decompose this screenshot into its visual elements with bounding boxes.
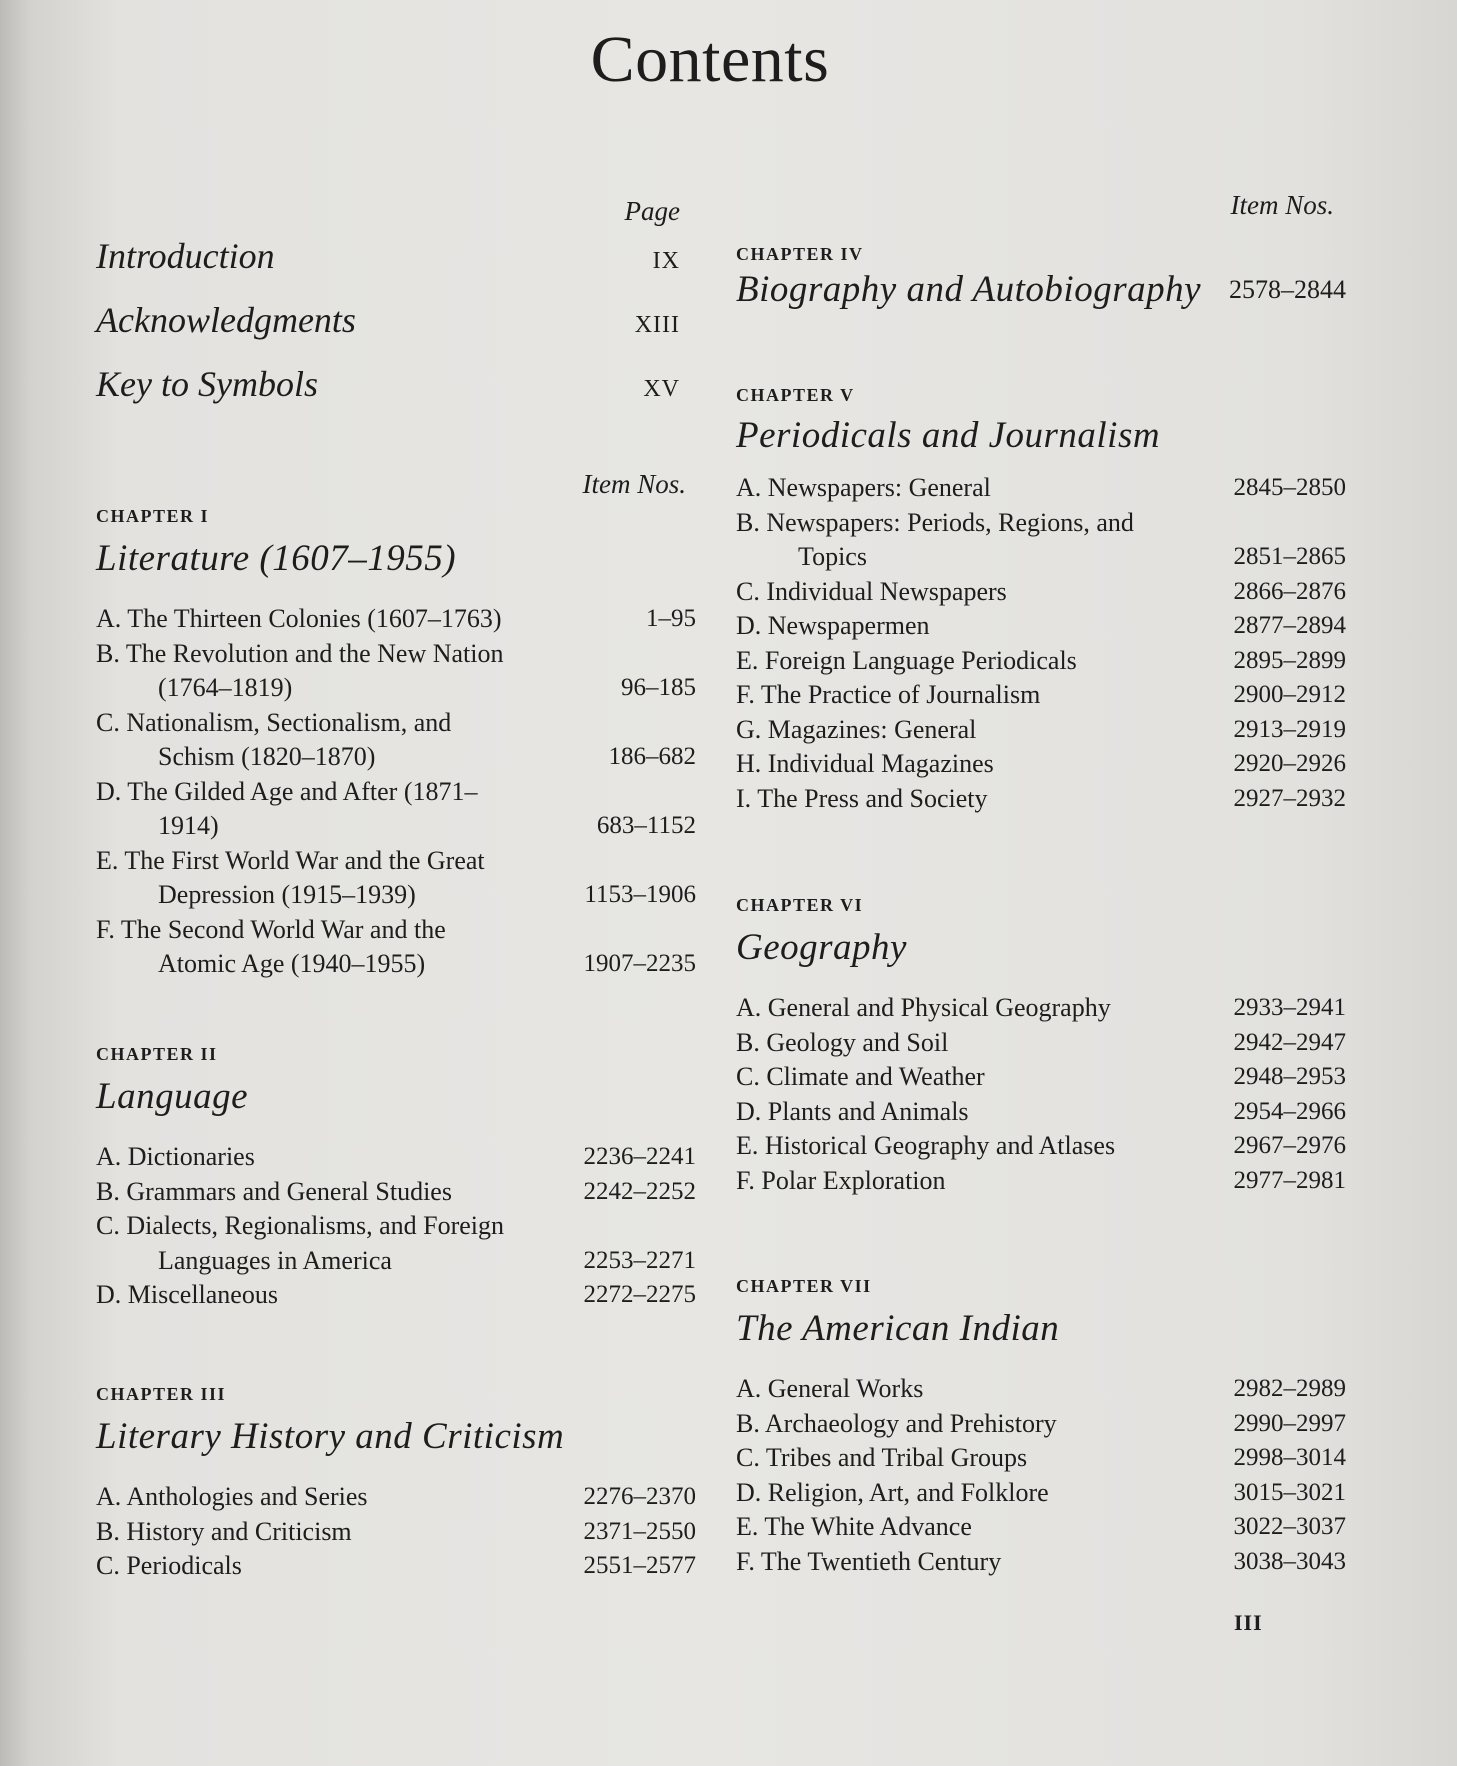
entry-line: B. Newspapers: Periods, Regions, and xyxy=(736,507,1134,537)
front-matter-acknowledgments xyxy=(96,299,696,363)
entry-text xyxy=(736,609,1234,644)
entry-text xyxy=(736,1060,1234,1095)
entry-line: G. Magazines: General xyxy=(736,714,977,744)
entry-text xyxy=(736,782,1234,817)
front-matter-page: XV xyxy=(643,376,680,402)
entry-line: F. The Twentieth Century xyxy=(736,1546,1002,1576)
entry-line-continued: Atomic Age (1940–1955) xyxy=(158,949,426,978)
entry-line: B. Grammars and General Studies xyxy=(96,1176,452,1206)
chapter-2-entries xyxy=(96,1140,696,1313)
entry-text xyxy=(736,1441,1234,1476)
entry-line: B. History and Criticism xyxy=(96,1516,352,1546)
entry-text xyxy=(96,1480,584,1515)
chapter-3-entries xyxy=(96,1480,696,1584)
entry-line: C. Individual Newspapers xyxy=(736,576,1007,606)
item-range: 2895–2899 xyxy=(1233,646,1346,674)
entry-line: A. Anthologies and Series xyxy=(96,1482,368,1511)
entry-line: E. The First World War and the Great xyxy=(96,845,485,875)
entry-text xyxy=(736,678,1234,713)
entry-line: A. General Works xyxy=(736,1374,924,1403)
item-range: 2242–2252 xyxy=(583,1177,696,1205)
toc-entry xyxy=(736,713,1346,748)
item-range: 2578–2844 xyxy=(1229,275,1346,304)
entry-line: E. The White Advance xyxy=(736,1512,972,1541)
chapter-4-block xyxy=(736,244,1346,308)
entry-text xyxy=(736,1545,1234,1580)
entry-text xyxy=(736,713,1234,748)
item-range: 1–95 xyxy=(646,605,696,632)
item-nos-column-header: Item Nos. xyxy=(1230,190,1334,220)
entry-text xyxy=(736,1026,1234,1061)
chapter-title: Geography xyxy=(736,927,907,968)
entry-line: F. Polar Exploration xyxy=(736,1165,946,1195)
entry-line: A. The Thirteen Colonies (1607–1763) xyxy=(96,604,502,633)
toc-entry xyxy=(96,1480,696,1515)
entry-line-continued: Languages in America xyxy=(158,1245,392,1275)
item-range: 2913–2919 xyxy=(1233,715,1346,743)
toc-entry xyxy=(736,1129,1346,1164)
entry-text xyxy=(96,1209,584,1278)
item-range: 2371–2550 xyxy=(583,1517,696,1545)
entry-line: C. Climate and Weather xyxy=(736,1062,985,1091)
item-range: 2272–2275 xyxy=(583,1281,696,1308)
entry-text xyxy=(736,644,1234,679)
entry-text xyxy=(736,575,1234,610)
chapter-7-block xyxy=(736,1276,1346,1579)
entry-line: A. Dictionaries xyxy=(96,1142,255,1171)
entry-text xyxy=(736,1407,1234,1442)
chapter-1-block xyxy=(96,506,696,982)
entry-text xyxy=(736,747,1234,782)
entry-text xyxy=(736,1129,1234,1164)
entry-line-continued: Topics xyxy=(798,542,867,571)
toc-entry xyxy=(736,609,1346,644)
entry-text xyxy=(96,1515,584,1550)
entry-line-continued: Depression (1915–1939) xyxy=(158,880,416,909)
entry-line: H. Individual Magazines xyxy=(736,749,994,778)
toc-entry xyxy=(736,1164,1346,1199)
item-range: 2866–2876 xyxy=(1233,577,1346,605)
toc-entry xyxy=(96,913,696,982)
entry-line: B. The Revolution and the New Nation xyxy=(96,638,504,668)
item-range: 2845–2850 xyxy=(1233,474,1346,501)
entry-text xyxy=(96,637,621,706)
entry-text xyxy=(96,602,646,637)
item-range: 2967–2976 xyxy=(1233,1132,1346,1159)
entry-line: E. Historical Geography and Atlases xyxy=(736,1131,1116,1160)
item-range: 2933–2941 xyxy=(1233,994,1346,1021)
toc-entry xyxy=(736,1476,1346,1511)
entry-text xyxy=(736,1476,1234,1511)
toc-entry xyxy=(96,1140,696,1175)
toc-entry xyxy=(736,782,1346,817)
entry-line: B. Archaeology and Prehistory xyxy=(736,1408,1057,1438)
toc-entry xyxy=(736,1407,1346,1442)
entry-line: D. Plants and Animals xyxy=(736,1096,969,1126)
entry-text xyxy=(736,471,1234,506)
toc-entry xyxy=(736,1372,1346,1407)
item-range: 2900–2912 xyxy=(1233,681,1346,708)
toc-entry xyxy=(96,1515,696,1550)
toc-entry xyxy=(736,747,1346,782)
entry-text xyxy=(736,1095,1234,1130)
toc-entry xyxy=(96,1175,696,1210)
item-range: 3015–3021 xyxy=(1233,1478,1346,1506)
toc-entry xyxy=(736,1095,1346,1130)
toc-entry xyxy=(736,1545,1346,1580)
toc-entry xyxy=(736,991,1346,1026)
chapter-3-block xyxy=(96,1384,696,1584)
chapter-5-block xyxy=(736,385,1346,816)
chapter-title: Biography and Autobiography xyxy=(736,269,1202,310)
entry-text xyxy=(96,1140,584,1175)
right-column-header xyxy=(736,190,1346,221)
entry-line: A. General and Physical Geography xyxy=(736,993,1111,1022)
toc-entry xyxy=(96,602,696,637)
item-range: 2236–2241 xyxy=(583,1143,696,1170)
item-range: 2942–2947 xyxy=(1233,1028,1346,1056)
chapter-title-row xyxy=(736,269,1346,310)
item-range: 2877–2894 xyxy=(1233,612,1346,639)
toc-entry xyxy=(736,506,1346,575)
item-range: 1907–2235 xyxy=(583,950,696,977)
entry-text xyxy=(96,1549,584,1584)
item-range: 2851–2865 xyxy=(1233,543,1346,570)
chapter-title: The American Indian xyxy=(736,1308,1060,1349)
entry-line-continued: Schism (1820–1870) xyxy=(158,742,376,771)
page-number: III xyxy=(1234,1610,1263,1635)
item-range: 2998–3014 xyxy=(1233,1444,1346,1471)
toc-entry xyxy=(96,1549,696,1584)
entry-text xyxy=(96,913,584,982)
chapter-6-entries xyxy=(736,991,1346,1198)
entry-line-continued: 1914) xyxy=(158,811,219,840)
front-matter-introduction xyxy=(96,235,696,299)
entry-line: F. The Practice of Journalism xyxy=(736,680,1041,709)
toc-entry xyxy=(96,706,696,775)
front-matter-title: Introduction xyxy=(96,236,275,276)
item-range: 2982–2989 xyxy=(1233,1375,1346,1402)
chapter-label: CHAPTER VII xyxy=(736,1276,872,1296)
entry-text xyxy=(736,1372,1234,1407)
chapter-2-block xyxy=(96,1044,696,1313)
entry-line: C. Dialects, Regionalisms, and Foreign xyxy=(96,1211,505,1240)
page-column-header: Page xyxy=(624,196,680,226)
entry-line: E. Foreign Language Periodicals xyxy=(736,645,1077,675)
entry-text xyxy=(736,1164,1234,1199)
chapter-7-entries xyxy=(736,1372,1346,1579)
chapter-label: CHAPTER IV xyxy=(736,244,864,264)
entry-line-continued: (1764–1819) xyxy=(158,673,293,702)
entry-text xyxy=(96,844,584,913)
item-range: 2927–2932 xyxy=(1233,784,1346,812)
item-range: 2948–2953 xyxy=(1233,1063,1346,1090)
front-matter-title: Acknowledgments xyxy=(96,300,356,340)
entry-line: I. The Press and Society xyxy=(736,783,988,813)
toc-entry xyxy=(96,1209,696,1278)
chapter-label: CHAPTER III xyxy=(96,1384,227,1404)
front-matter-title: Key to Symbols xyxy=(96,364,318,404)
toc-entry xyxy=(736,1441,1346,1476)
toc-entry xyxy=(736,678,1346,713)
toc-entry xyxy=(736,575,1346,610)
chapter-title: Literary History and Criticism xyxy=(96,1416,565,1457)
item-range: 186–682 xyxy=(608,743,696,770)
item-range: 2551–2577 xyxy=(583,1552,696,1579)
chapter-6-block xyxy=(736,895,1346,1198)
front-matter-page: IX xyxy=(652,248,680,274)
item-range: 3038–3043 xyxy=(1233,1547,1346,1575)
entry-text xyxy=(96,706,609,775)
item-range: 683–1152 xyxy=(596,812,696,839)
entry-line: C. Periodicals xyxy=(96,1551,242,1580)
chapter-label: CHAPTER I xyxy=(96,506,210,526)
entry-line: D. Religion, Art, and Folklore xyxy=(736,1477,1049,1507)
chapter-label: CHAPTER VI xyxy=(736,895,864,915)
entry-text xyxy=(736,991,1234,1026)
item-range: 2920–2926 xyxy=(1233,750,1346,777)
entry-line: F. The Second World War and the xyxy=(96,914,446,944)
entry-line: C. Tribes and Tribal Groups xyxy=(736,1443,1028,1472)
entry-line: A. Newspapers: General xyxy=(736,473,991,502)
entry-text xyxy=(736,506,1234,575)
entry-text xyxy=(96,775,597,844)
item-nos-column-header: Item Nos. xyxy=(582,469,686,499)
entry-line: D. Newspapermen xyxy=(736,611,930,640)
left-column xyxy=(96,196,696,500)
chapter-5-entries xyxy=(736,471,1346,816)
page-title: Contents xyxy=(590,23,830,96)
chapter-title: Periodicals and Journalism xyxy=(736,415,1161,456)
item-range: 2253–2271 xyxy=(583,1246,696,1274)
chapter-title: Literature (1607–1955) xyxy=(96,538,457,579)
chapter-1-entries xyxy=(96,602,696,982)
front-matter-page: XIII xyxy=(634,312,680,338)
item-range: 96–185 xyxy=(621,674,696,701)
entry-line: C. Nationalism, Sectionalism, and xyxy=(96,707,452,737)
chapter-label: CHAPTER V xyxy=(736,385,855,405)
item-range: 2977–2981 xyxy=(1233,1166,1346,1194)
chapter-label: CHAPTER II xyxy=(96,1044,218,1064)
toc-entry xyxy=(96,637,696,706)
toc-entry xyxy=(736,1026,1346,1061)
toc-entry xyxy=(96,775,696,844)
entry-line: D. Miscellaneous xyxy=(96,1280,278,1309)
entry-line: D. The Gilded Age and After (1871– xyxy=(96,776,478,806)
toc-entry xyxy=(736,644,1346,679)
toc-entry xyxy=(736,1060,1346,1095)
toc-entry xyxy=(96,1278,696,1313)
item-range: 2276–2370 xyxy=(583,1483,696,1510)
item-range: 1153–1906 xyxy=(584,881,696,908)
toc-entry xyxy=(736,1510,1346,1545)
chapter-title: Language xyxy=(96,1076,248,1117)
toc-entry xyxy=(736,471,1346,506)
item-range: 2990–2997 xyxy=(1233,1409,1346,1437)
item-range: 3022–3037 xyxy=(1233,1513,1346,1540)
item-range: 2954–2966 xyxy=(1233,1097,1346,1125)
entry-text xyxy=(736,1510,1234,1545)
front-matter-key-to-symbols xyxy=(96,363,696,427)
toc-entry xyxy=(96,844,696,913)
entry-line: B. Geology and Soil xyxy=(736,1027,949,1057)
entry-text xyxy=(96,1278,584,1313)
entry-text xyxy=(96,1175,584,1210)
